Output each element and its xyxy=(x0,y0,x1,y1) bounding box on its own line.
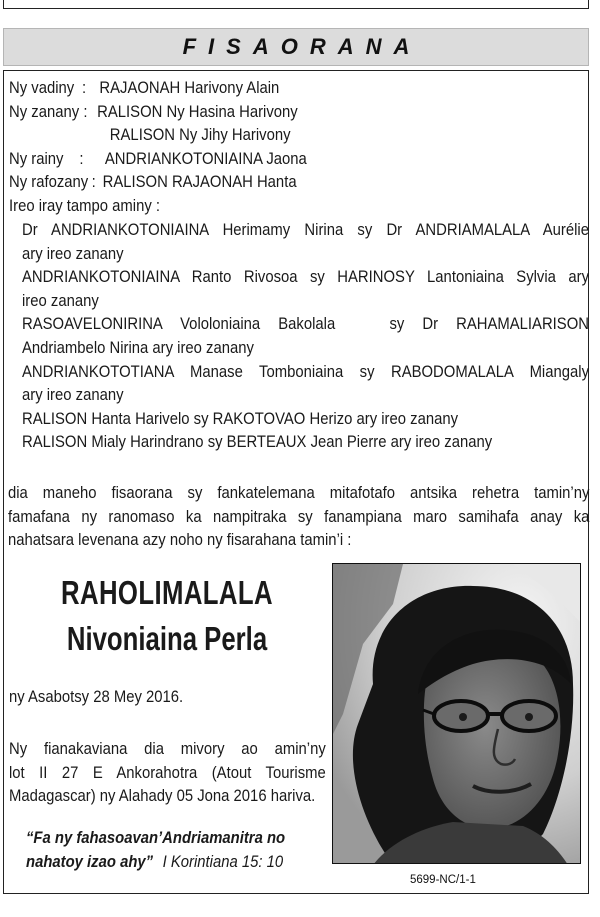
portrait-image xyxy=(333,564,581,864)
family-label: Ny rainy xyxy=(9,149,64,168)
family-label: Ny rafozany xyxy=(9,173,89,192)
family-value: RALISON RAJAONAH Hanta xyxy=(102,173,297,192)
relatives-list xyxy=(22,219,589,455)
relative-line: Dr ANDRIANKOTONIAINA Herimamy Nirina sy Dr ANDRIAMALALA Aurélie xyxy=(22,221,589,239)
family-label xyxy=(9,124,110,148)
thanks-line: famafana ny ranomaso ka nampitraka sy fanampiana maro samihafa anay ka xyxy=(8,507,590,526)
family-label: Ny zanany xyxy=(9,102,80,121)
family-row-father xyxy=(9,148,307,172)
relative-entry xyxy=(22,431,589,455)
relative-line: RALISON Mialy Harindrano sy BERTEAUX Jean Pierre ary ireo zanany xyxy=(22,433,493,452)
relative-line: RALISON Hanta Harivelo sy RAKOTOVAO Herizo ary ireo zanany xyxy=(22,409,459,428)
title-banner xyxy=(3,28,589,66)
bible-verse xyxy=(26,826,285,874)
family-separator: : xyxy=(91,173,96,192)
portrait-photo xyxy=(332,563,581,864)
thanks-paragraph xyxy=(8,482,589,553)
death-date: ny Asabotsy 28 Mey 2016. xyxy=(9,688,184,706)
funeral-line: Ny fianakaviana dia mivory ao amin’ny xyxy=(9,740,326,758)
relative-line: ireo zanany xyxy=(22,291,99,310)
verse-line: nahatoy izao ahy” xyxy=(26,853,154,871)
funeral-line: lot II 27 E Ankorahotra (Atout Tourisme xyxy=(9,763,326,782)
relative-line: ANDRIANKOTOTIANA Manase Tomboniaina sy RABODOMALALA Miangaly xyxy=(22,362,589,381)
relative-entry xyxy=(22,266,589,313)
family-value: ANDRIANKOTONIAINA Jaona xyxy=(104,149,307,168)
relative-line: ary ireo zanany xyxy=(22,386,124,405)
family-value: RAJAONAH Harivony Alain xyxy=(99,79,280,97)
family-separator: : xyxy=(79,149,84,168)
family-row-in-laws xyxy=(9,171,307,195)
family-separator: : xyxy=(83,102,88,121)
family-block xyxy=(9,77,307,219)
relatives-heading xyxy=(9,195,307,219)
thanks-line: dia maneho fisaorana sy fankatelemana mitafotafo antsika rehetra tamin’ny xyxy=(8,484,590,502)
verse-line: “Fa ny fahasoavan’Andriamanitra no xyxy=(26,829,286,847)
verse-reference: I Korintiana 15: 10 xyxy=(162,853,284,871)
family-row-spouse xyxy=(9,77,307,101)
funeral-paragraph xyxy=(9,738,326,809)
family-row-children-2 xyxy=(9,124,307,148)
thanks-line: nahatsara levenana azy noho ny fisarahana tamin’i : xyxy=(8,531,352,550)
relative-line: ary ireo zanany xyxy=(22,244,124,263)
family-label: Ny vadiny xyxy=(9,79,75,97)
relative-line: Andriambelo Nirina ary ireo zanany xyxy=(22,338,254,357)
funeral-line: Madagascar) ny Alahady 05 Jona 2016 hariva. xyxy=(9,787,316,806)
relatives-heading-text: Ireo iray tampo aminy : xyxy=(9,196,161,215)
deceased-given-names: Nivoniaina Perla xyxy=(66,620,268,657)
relative-entry xyxy=(22,219,589,266)
relative-line: ANDRIANKOTONIAINA Ranto Rivosoa sy HARINOSY Lantoniaina Sylvia ary xyxy=(22,268,589,287)
family-value: RALISON Ny Hasina Harivony xyxy=(97,102,298,121)
banner-title: FISAORANA xyxy=(182,34,422,59)
ad-reference-code: 5699-NC/1-1 xyxy=(410,874,476,886)
family-separator: : xyxy=(82,79,87,97)
relative-entry xyxy=(22,313,589,360)
family-value: RALISON Ny Jihy Harivony xyxy=(109,126,291,145)
previous-notice-frame xyxy=(3,0,589,9)
family-row-children xyxy=(9,101,307,125)
deceased-surname: RAHOLIMALALA xyxy=(60,574,273,611)
relative-line: RASOAVELONIRINA Vololoniaina Bakolala sy Dr RAHAMALIARISON xyxy=(22,315,589,334)
relative-entry xyxy=(22,361,589,408)
relative-entry xyxy=(22,408,589,432)
